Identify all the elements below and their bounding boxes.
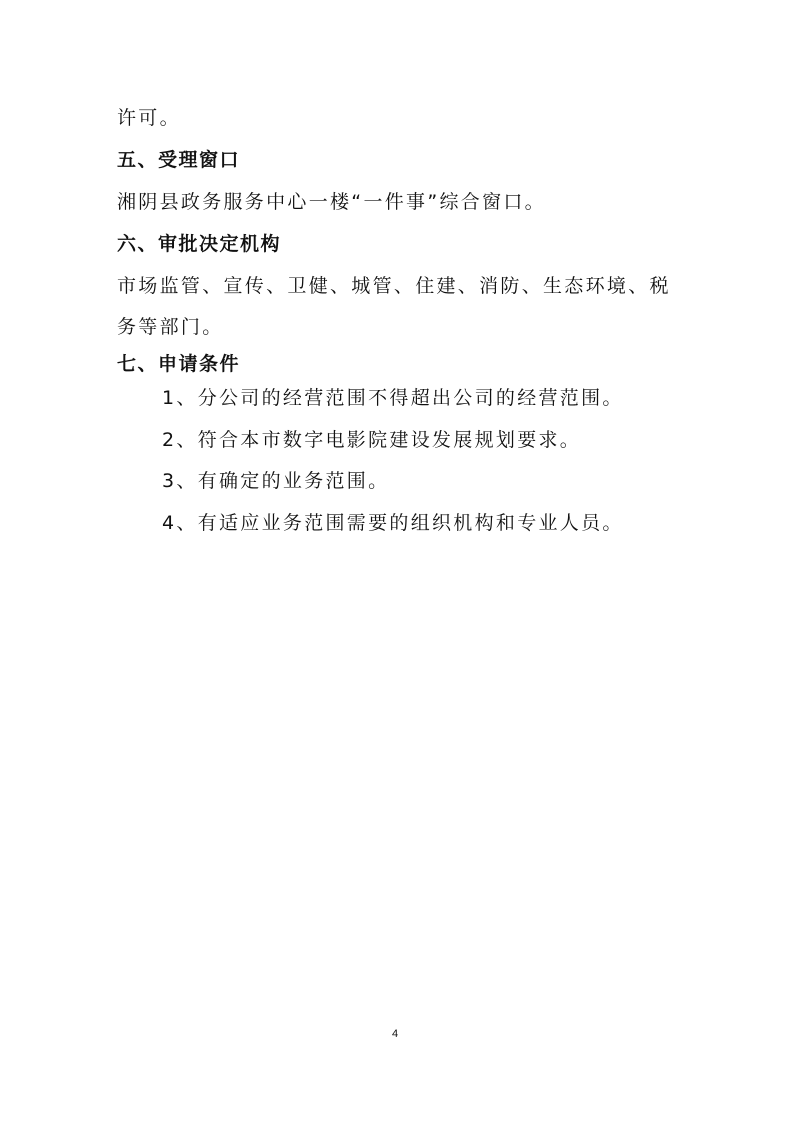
approval-authority-text-line-2: 务等部门。 xyxy=(117,316,224,338)
condition-item-3: 3、有确定的业务范围。 xyxy=(162,470,390,492)
continuation-text: 许可。 xyxy=(117,107,181,129)
page-number: 4 xyxy=(392,1028,399,1040)
section-heading-acceptance-window: 五、受理窗口 xyxy=(117,149,241,171)
approval-authority-text-line-1: 市场监管、宣传、卫健、城管、住建、消防、生态环境、税 xyxy=(117,275,671,297)
section-heading-application-conditions: 七、申请条件 xyxy=(117,353,241,375)
condition-item-4: 4、有适应业务范围需要的组织机构和专业人员。 xyxy=(162,512,624,534)
condition-item-1: 1、分公司的经营范围不得超出公司的经营范围。 xyxy=(162,387,624,409)
section-heading-approval-authority: 六、审批决定机构 xyxy=(117,233,282,255)
condition-item-2: 2、符合本市数字电影院建设发展规划要求。 xyxy=(162,429,582,451)
acceptance-window-text: 湘阴县政务服务中心一楼“一件事”综合窗口。 xyxy=(117,191,546,213)
